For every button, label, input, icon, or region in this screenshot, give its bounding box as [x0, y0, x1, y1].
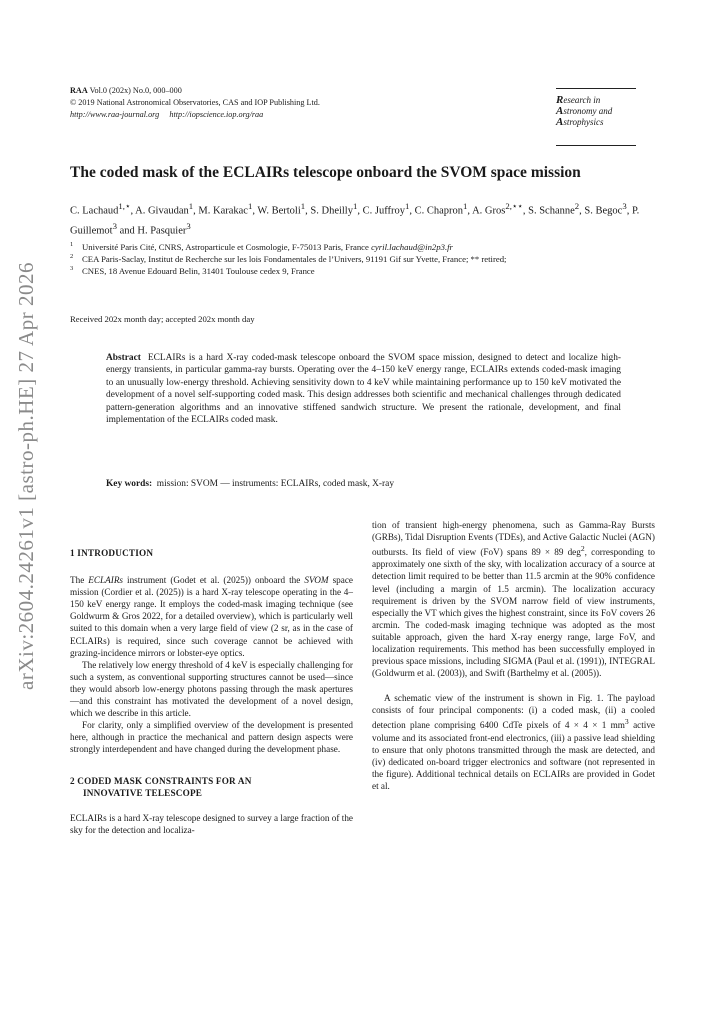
text-run: active volume and its associated front-end electronics, (iii) a passive lead shielding to ensure that only photons transmitted through the mask are detected, and (iv) dedicated on-board trigger electronics and software (not represented in the figure). Additional technical details on ECLAIRs are provided in Godet et al.	[372, 720, 656, 791]
left-column	[70, 547, 353, 836]
affiliation-number: 1	[70, 241, 74, 248]
author: , W. Bertoli	[252, 205, 301, 217]
text-run: The	[70, 575, 89, 586]
email-link[interactable]: cyril.lachaud@in2p3.fr	[371, 242, 453, 252]
right-column	[372, 519, 655, 792]
text-run: ECLAIRs	[88, 575, 124, 586]
math-run: 1.5 arcmin	[497, 583, 541, 594]
journal-volume: Vol.0 (202x) No.0, 000–000	[87, 86, 182, 95]
author: , S. Dheilly	[305, 205, 353, 217]
author: C. Lachaud	[70, 205, 119, 217]
author-affil-mark: 1	[352, 201, 358, 211]
author: , S. Begoc	[579, 205, 623, 217]
author-affil-mark: 1	[405, 201, 410, 211]
section-1-paragraph-3: For clarity, only a simplified overview of the development is presented here, although in practice the mechanical and pattern design aspects were strongly interdependent and have changed during the development phase.	[70, 720, 353, 755]
author: , C. Juffroy	[357, 205, 405, 217]
text-run: A schematic view of the instrument is shown in Fig. 1. The payload consists of four principal components: (i) a coded mask, (ii) a cooled detection plane comprising 6400 CdTe pixels of	[372, 693, 655, 731]
affiliation-text: CEA Paris-Saclay, Institut de Recherche sur les lois Fondamentales de l’Univers, 91191 Gif sur Yvette, France; ** retired;	[82, 254, 507, 264]
author-affil-mark: 2,⋆⋆	[505, 201, 523, 211]
keywords	[106, 479, 621, 489]
affiliation-text: Université Paris Cité, CNRS, Astroparticule et Cosmologie, F-75013 Paris, France	[82, 242, 372, 252]
author: , S. Schanne	[522, 205, 575, 217]
text-run: instrument (Godet et al. (2025)) onboard the	[123, 575, 305, 586]
math-run: 4 × 4 × 1 mm	[564, 720, 625, 731]
author: and H. Pasquier	[116, 225, 187, 236]
author: , P. Guillemot	[70, 205, 640, 236]
section-2-heading	[70, 775, 353, 799]
right-paragraph-1	[372, 519, 655, 679]
affiliations	[70, 241, 655, 277]
text-run: SVOM	[304, 575, 329, 586]
text-run: ). The localization accuracy requirement is driven by the SVOM narrow field of view instruments, especially the VT which gives the highest constraint, since its FoV covers	[372, 583, 655, 618]
affiliation-1	[70, 241, 655, 253]
affiliation-number: 3	[70, 265, 74, 272]
text-run: , corresponding to approximately one sixth of the sky, with localization accuracy of a source at detection limit required to be better than	[372, 547, 655, 582]
math-run: 11.5 arcmin	[525, 571, 570, 582]
arxiv-identifier: arXiv:2604.24261v1 [astro-ph.HE] 27 Apr 2026	[14, 262, 38, 690]
logo-letter: A	[556, 116, 564, 128]
abstract-label: Abstract	[106, 353, 141, 363]
affiliation-3	[70, 265, 655, 277]
abstract-text: ECLAIRs is a hard X-ray coded-mask telescope onboard the SVOM space mission, designed to detect and localize high-energy transients, in particular gamma-ray bursts. Operating over the 4–150 keV energy range, ECLAIRs extends coded-mask imaging to an unusually low-energy threshold. Achieving sensitivity down to 4 keV while maintaining performance up to 150 keV motivated the development of a novel self-supporting coded mask. This design addresses both scientific and mechanical challenges through dedicated pattern-generation algorithms and an innovative stiffened sandwich structure. We present the rationale, development, and final implementation of the ECLAIRs coded mask.	[106, 353, 621, 426]
author-list	[70, 199, 655, 238]
author-affil-mark: 3	[112, 220, 117, 231]
section-1-paragraph-1	[70, 574, 353, 659]
logo-word: esearch in	[563, 95, 601, 105]
affiliation-text: CNES, 18 Avenue Edouard Belin, 31401 Toulouse cedex 9, France	[82, 266, 315, 276]
math-run: 26 arcmin	[372, 607, 655, 630]
author-affil-mark: 2	[574, 201, 580, 211]
author-affil-mark: 1	[247, 201, 253, 211]
text-run: tion of transient high-energy phenomena, such as Gamma-Ray Bursts (GRBs), Tidal Disruption Events (TDEs), and Active Galactic Nuclei (AGN) outbursts. Its field of view (FoV) spans	[372, 520, 655, 558]
text-run: at the 90% confidence level (including a margin of	[372, 571, 655, 594]
right-paragraph-2	[372, 692, 655, 792]
author-affil-mark: 3	[186, 220, 191, 231]
section-1-heading: 1 INTRODUCTION	[70, 548, 154, 558]
journal-urls	[70, 109, 320, 121]
journal-label: RAA	[70, 86, 88, 95]
section-2-heading-line: INNOVATIVE TELESCOPE	[83, 787, 203, 798]
iopscience-url-link[interactable]: http://iopscience.iop.org/raa	[169, 110, 264, 119]
author: , A. Givaudan	[130, 205, 189, 217]
math-sup: 2	[580, 544, 585, 554]
journal-header	[70, 85, 320, 121]
keywords-text: mission: SVOM — instruments: ECLAIRs, coded mask, X-ray	[156, 479, 395, 489]
author-affil-mark: 1	[188, 201, 194, 211]
author: , C. Chapron	[409, 205, 464, 217]
text-run: space mission (Cordier et al. (2025)) is a hard X-ray telescope operating in the 4–150 keV energy range. It employs the coded-mask imaging technique (see Goldwurm & Gros 2022, for a detailed overview), which is particularly well suited to this domain when a very large field of view (2 sr, as in the case of ECLAIRs) is required, since such coverage cannot be achieved with grazing-incidence mirrors or lobster-eye optics.	[70, 575, 353, 658]
keywords-label: Key words:	[106, 479, 153, 489]
math-sup: 3	[624, 717, 629, 727]
journal-url-link[interactable]: http://www.raa-journal.org	[70, 110, 160, 119]
author-affil-mark: 1,⋆	[118, 201, 131, 211]
author-affil-mark: 1	[300, 201, 306, 211]
affiliation-2	[70, 253, 655, 265]
journal-volume-line	[70, 85, 320, 97]
text-run: . The coded-mask imaging technique was adopted as the most suitable approach, given the hard X-ray energy range, large FoV, and localization requirements. This method has been successfully employed in previous space missions, including SIGMA (Paul et al. (1991)), INTEGRAL (Goldwurm et al. (2003)), and Swift (Barthelmy et al. (2005)).	[372, 619, 655, 679]
logo-letter: R	[556, 94, 564, 106]
logo-word: strophysics	[563, 117, 604, 127]
abstract	[106, 352, 621, 426]
paper-title: The coded mask of the ECLAIRs telescope onboard the SVOM space mission	[70, 164, 581, 181]
affiliation-number: 2	[70, 253, 74, 260]
logo-word: stronomy and	[563, 106, 613, 116]
copyright-line: © 2019 National Astronomical Observatories, CAS and IOP Publishing Ltd.	[70, 98, 320, 107]
section-2-paragraph-1: ECLAIRs is a hard X-ray telescope designed to survey a large fraction of the sky for the detection and localiza-	[70, 812, 353, 835]
author: , A. Gros	[467, 205, 506, 217]
math-run: 89 × 89 deg	[531, 547, 581, 558]
author-affil-mark: 1	[463, 201, 468, 211]
author: , M. Karakac	[193, 205, 248, 217]
section-2-heading-line: 2 CODED MASK CONSTRAINTS FOR AN	[70, 775, 252, 786]
journal-logo-box	[556, 88, 636, 146]
received-dates: Received 202x month day; accepted 202x month day	[70, 314, 255, 324]
section-1-paragraph-2: The relatively low energy threshold of 4 keV is especially challenging for such a system, as conventional supporting structures cannot be used—since they would absorb low-energy photons passing through the mask apertures—and this constraint has motivated the development of a novel design, which we describe in this article.	[70, 659, 353, 719]
author-affil-mark: 3	[622, 201, 627, 211]
logo-letter: A	[556, 105, 564, 117]
